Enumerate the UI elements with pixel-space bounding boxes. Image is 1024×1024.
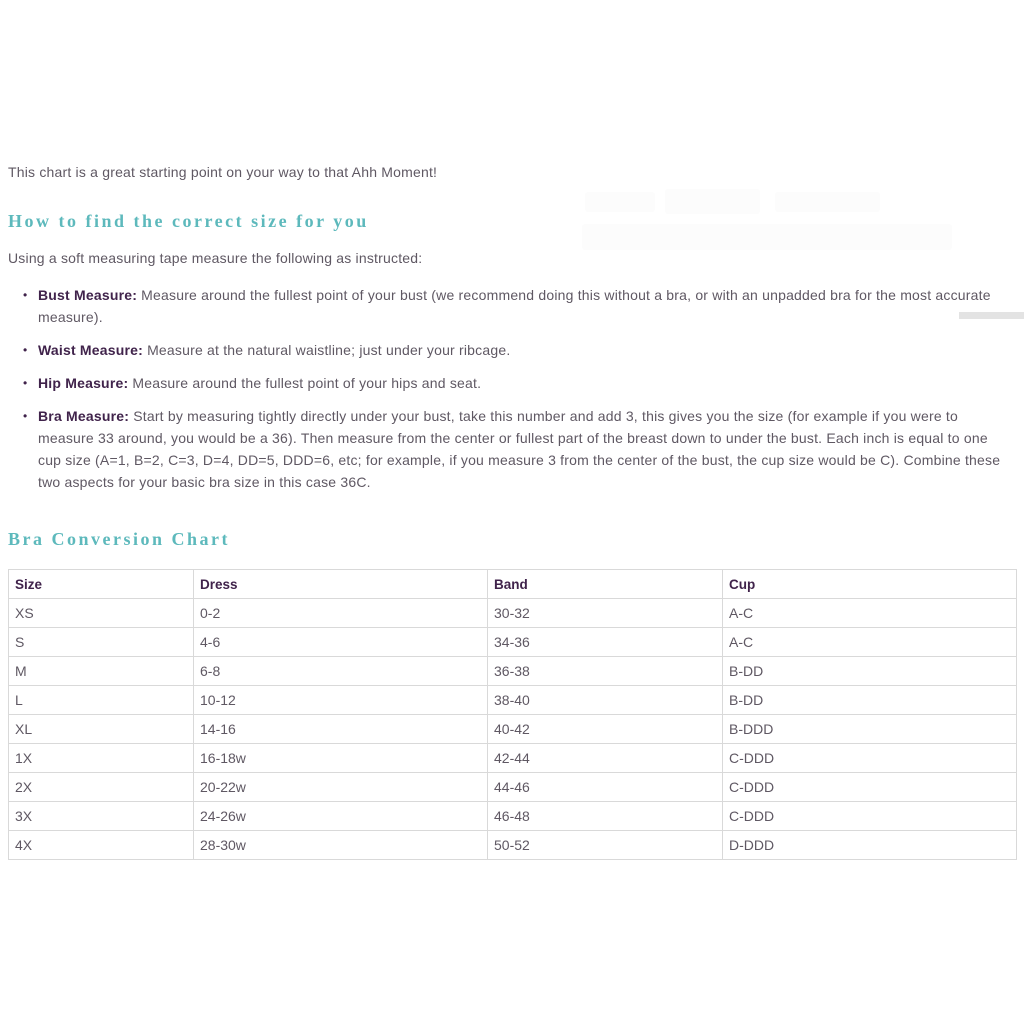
table-cell-band: 34-36 <box>488 628 723 657</box>
table-cell-cup: B-DD <box>723 686 1017 715</box>
table-cell-band: 40-42 <box>488 715 723 744</box>
bullet-text: Measure around the fullest point of your hips and seat. <box>128 375 482 391</box>
table-cell-dress: 4-6 <box>194 628 488 657</box>
table-cell-dress: 14-16 <box>194 715 488 744</box>
bullet-label: Waist Measure: <box>38 342 143 358</box>
table-cell-cup: A-C <box>723 599 1017 628</box>
list-item-hip-measure <box>23 372 1016 394</box>
table-cell-size: S <box>9 628 194 657</box>
lead-text: Using a soft measuring tape measure the following as instructed: <box>8 250 423 266</box>
table-cell-cup: A-C <box>723 628 1017 657</box>
table-cell-cup: B-DDD <box>723 715 1017 744</box>
table-cell-size: 2X <box>9 773 194 802</box>
bullet-text: Measure around the fullest point of your bust (we recommend doing this without a bra, or with an unpadded bra for the most accurate measure). <box>38 287 991 325</box>
table-cell-size: L <box>9 686 194 715</box>
table-cell-size: XL <box>9 715 194 744</box>
table-cell-cup: C-DDD <box>723 802 1017 831</box>
table-cell-band: 44-46 <box>488 773 723 802</box>
content-area <box>0 162 1024 860</box>
table-cell-band: 38-40 <box>488 686 723 715</box>
table-cell-band: 42-44 <box>488 744 723 773</box>
bullet-label: Hip Measure: <box>38 375 129 391</box>
table-row <box>9 831 1017 860</box>
table-cell-cup: B-DD <box>723 657 1017 686</box>
list-item-waist-measure <box>23 339 1016 361</box>
table-cell-dress: 10-12 <box>194 686 488 715</box>
table-cell-size: 4X <box>9 831 194 860</box>
table-row <box>9 744 1017 773</box>
table-cell-cup: D-DDD <box>723 831 1017 860</box>
table-header-size: Size <box>9 570 194 599</box>
bullet-text: Measure at the natural waistline; just under your ribcage. <box>142 342 511 358</box>
table-header-cup: Cup <box>723 570 1017 599</box>
table-cell-size: XS <box>9 599 194 628</box>
table-cell-cup: C-DDD <box>723 773 1017 802</box>
table-header-row <box>9 570 1017 599</box>
table-cell-dress: 6-8 <box>194 657 488 686</box>
table-row <box>9 715 1017 744</box>
bullet-icon: • <box>23 376 28 390</box>
table-row <box>9 628 1017 657</box>
table-cell-cup: C-DDD <box>723 744 1017 773</box>
measure-instructions-list <box>8 284 1016 493</box>
table-cell-band: 50-52 <box>488 831 723 860</box>
table-cell-dress: 0-2 <box>194 599 488 628</box>
table-cell-band: 36-38 <box>488 657 723 686</box>
bullet-label: Bra Measure: <box>38 408 130 424</box>
table-cell-size: 3X <box>9 802 194 831</box>
intro-text: This chart is a great starting point on your way to that Ahh Moment! <box>8 164 438 180</box>
table-cell-dress: 16-18w <box>194 744 488 773</box>
table-row <box>9 686 1017 715</box>
table-row <box>9 773 1017 802</box>
bullet-label: Bust Measure: <box>38 287 138 303</box>
table-row <box>9 802 1017 831</box>
table-cell-dress: 20-22w <box>194 773 488 802</box>
table-row <box>9 599 1017 628</box>
bra-conversion-table <box>8 569 1017 860</box>
table-header-dress: Dress <box>194 570 488 599</box>
section-heading-how-to-find-size: How to find the correct size for you <box>8 211 369 231</box>
section-heading-bra-conversion-chart: Bra Conversion Chart <box>8 529 230 549</box>
table-cell-dress: 28-30w <box>194 831 488 860</box>
bullet-icon: • <box>23 409 28 423</box>
bullet-text: Start by measuring tightly directly under your bust, take this number and add 3, this gives you the size (for example if you were to measure 33 around, you would be a 36). Then measure from the center or fullest part of the breast down to under the bust. Each inch is equal to one cup size (A=1, B=2, C=3, D=4, DD=5, DDD=6, etc; for example, if you measure 3 from the center of the bust, the cup size would be C). Combine these two aspects for your basic bra size in this case 36C. <box>38 408 1001 490</box>
table-cell-size: M <box>9 657 194 686</box>
table-cell-band: 30-32 <box>488 599 723 628</box>
table-cell-size: 1X <box>9 744 194 773</box>
list-item-bust-measure <box>23 284 1016 328</box>
table-cell-dress: 24-26w <box>194 802 488 831</box>
table-row <box>9 657 1017 686</box>
bullet-icon: • <box>23 343 28 357</box>
list-item-bra-measure <box>23 405 1016 493</box>
table-header-band: Band <box>488 570 723 599</box>
table-cell-band: 46-48 <box>488 802 723 831</box>
bullet-icon: • <box>23 288 28 302</box>
